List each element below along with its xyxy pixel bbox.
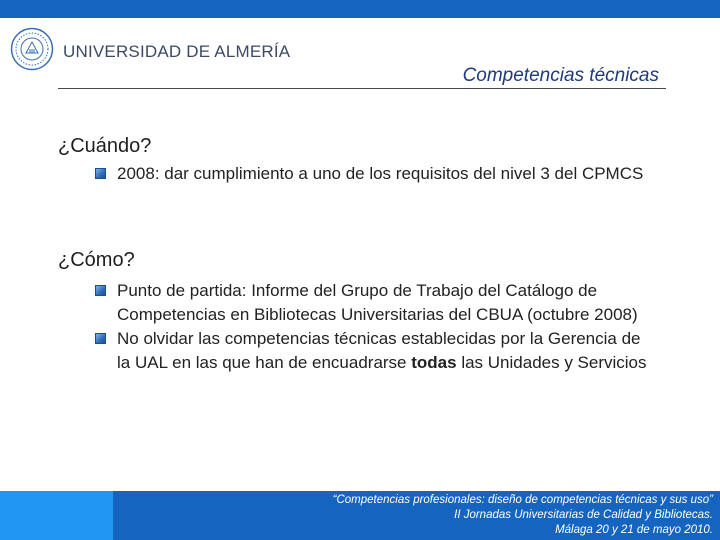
bullet-text: 2008: dar cumplimiento a uno de los requisitos del nivel 3 del CPMCS	[117, 164, 644, 183]
bullet-list-cuando	[95, 162, 655, 186]
bullet-text-after: las Unidades y Servicios	[456, 353, 647, 372]
list-item	[95, 162, 655, 186]
bullet-text	[117, 329, 647, 372]
list-item	[95, 279, 655, 327]
bullet-text: Punto de partida: Informe del Grupo de Trabajo del Catálogo de Competencias en Bibliotecas Universitarias del CBUA (octubre 2008)	[117, 281, 638, 324]
footer-line-1: “Competencias profesionales: diseño de competencias técnicas y sus uso”	[332, 494, 713, 506]
list-item	[95, 327, 655, 375]
square-bullet-icon	[95, 333, 106, 344]
section-heading-como: ¿Cómo?	[58, 249, 135, 271]
bullet-list-como	[95, 279, 655, 375]
square-bullet-icon	[95, 285, 106, 296]
section-heading-cuando: ¿Cuándo?	[58, 135, 152, 157]
top-banner	[0, 0, 720, 18]
bullet-text-before: No olvidar las competencias técnicas establecidas por la Gerencia de la UAL en las que han de encuadrarse	[117, 329, 641, 372]
title-divider	[58, 88, 666, 89]
footer-accent-block	[0, 491, 113, 540]
university-seal-icon	[10, 27, 54, 71]
square-bullet-icon	[95, 168, 106, 179]
slide-title: Competencias técnicas	[462, 65, 659, 86]
university-name: UNIVERSIDAD DE ALMERÍA	[63, 42, 291, 61]
bullet-text-bold: todas	[411, 353, 457, 372]
footer-citation	[333, 493, 713, 538]
footer-line-3: Málaga 20 y 21 de mayo 2010.	[555, 524, 713, 536]
footer-line-2: II Jornadas Universitarias de Calidad y Bibliotecas.	[454, 509, 713, 521]
